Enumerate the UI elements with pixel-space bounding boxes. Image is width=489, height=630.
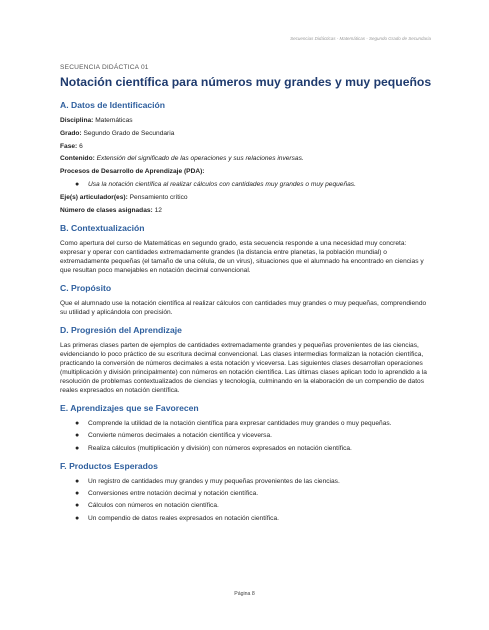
field-eje xyxy=(60,193,432,202)
section-f-list xyxy=(60,477,432,523)
list-item xyxy=(60,514,432,523)
list-item xyxy=(60,489,432,498)
list-item xyxy=(60,431,432,440)
bullet-icon: ● xyxy=(75,489,80,497)
bullet-icon: ● xyxy=(75,514,80,522)
field-clases xyxy=(60,206,432,215)
field-contenido xyxy=(60,154,432,163)
list-item-text: Usa la notación científica al realizar cálculos con cantidades muy grandes o muy pequeñas. xyxy=(88,180,356,188)
field-fase-label: Fase: xyxy=(60,142,78,150)
bullet-icon: ● xyxy=(75,502,80,510)
field-disciplina-label: Disciplina: xyxy=(60,117,94,124)
bullet-icon: ● xyxy=(75,432,80,440)
field-fase xyxy=(60,142,432,151)
list-item-text: Comprende la utilidad de la notación científica para expresar cantidades muy grandes o muy pequeñas. xyxy=(88,419,392,427)
section-e-heading: E. Aprendizajes que se Favorecen xyxy=(60,402,199,413)
list-item-text: Realiza cálculos (multiplicación y división) con números expresados en notación científica. xyxy=(88,444,352,452)
field-contenido-label: Contenido: xyxy=(60,155,95,163)
section-a-heading: A. Datos de Identificación xyxy=(60,100,166,110)
sequence-kicker: SECUENCIA DIDÁCTICA 01 xyxy=(60,64,149,71)
bullet-icon: ● xyxy=(75,444,80,452)
section-e-list xyxy=(60,419,432,453)
bullet-icon: ● xyxy=(75,180,80,188)
section-c-text: Que el alumnado use la notación científica al realizar cálculos con cantidades muy grandes o muy pequeñas, comprendiendo su utilidad y aplicándola con precisión. xyxy=(60,299,427,316)
list-item-text: Un registro de cantidades muy grandes y muy pequeñas provenientes de las ciencias. xyxy=(88,477,340,485)
bullet-icon: ● xyxy=(75,419,80,427)
list-item xyxy=(60,501,432,510)
section-b-heading: B. Contextualización xyxy=(60,222,145,233)
bullet-icon: ● xyxy=(75,477,80,485)
field-disciplina xyxy=(60,116,432,125)
page-number: Página 8 xyxy=(234,591,255,597)
field-clases-label: Número de clases asignadas: xyxy=(60,206,153,214)
list-item xyxy=(60,180,432,189)
field-eje-value: Pensamiento crítico xyxy=(129,193,188,201)
field-disciplina-value: Matemáticas xyxy=(95,117,133,124)
list-item-text: Un compendio de datos reales expresados en notación científica. xyxy=(88,514,279,522)
field-clases-value: 12 xyxy=(154,206,162,214)
field-pda xyxy=(60,167,432,176)
section-c-heading: C. Propósito xyxy=(60,282,112,293)
section-f-heading: F. Productos Esperados xyxy=(60,460,158,471)
page-content xyxy=(60,64,432,527)
section-d-heading: D. Progresión del Aprendizaje xyxy=(60,324,182,335)
list-item-text: Convierte números decimales a notación científica y viceversa. xyxy=(88,432,272,440)
field-grado-value: Segundo Grado de Secundaria xyxy=(83,129,175,137)
list-item-text: Conversiones entre notación decimal y notación científica. xyxy=(88,489,259,497)
field-pda-label: Procesos de Desarrollo de Aprendizaje (PDA): xyxy=(60,168,205,176)
section-d-text: Las primeras clases parten de ejemplos de cantidades extremadamente grandes y pequeñas provenientes de las ciencias, evidenciando lo poco práctico de su escritura decimal convencional. Las clases intermedias formalizan la notación científica, practicando la conversión de números decimales a esta notación y viceversa. Las siguientes clases desarrollan operaciones (multiplicación y división principalmente) con números en notación científica. Las últimas clases aplican todo lo aprendido a la resolución de problemas contextualizados de ciencias y tecnología, culminando en la elaboración de un compendio de datos reales expresados en notación científica. xyxy=(60,341,427,394)
running-header: Secuencias Didácticas - Matemáticas - Segundo Grado de Secundaria xyxy=(290,36,431,41)
list-item-text: Cálculos con números en notación científica. xyxy=(88,502,219,510)
section-b-text: Como apertura del curso de Matemáticas en segundo grado, esta secuencia responde a una necesidad muy concreta: expresar y operar con cantidades extremadamente grandes (la distancia entre planetas, la población mundial) o extremadamente pequeñas (el tamaño de una célula, de un virus), situaciones que el alumnado ha encontrado en ciencias y que resultan poco manejables en notación decimal convencional. xyxy=(60,239,424,274)
list-item xyxy=(60,419,432,428)
field-grado xyxy=(60,129,432,138)
list-item xyxy=(60,444,432,453)
list-item xyxy=(60,477,432,486)
field-eje-label: Eje(s) articulador(es): xyxy=(60,193,128,201)
field-fase-value: 6 xyxy=(79,142,83,150)
field-grado-label: Grado: xyxy=(60,129,82,137)
page-title: Notación científica para números muy grandes y muy pequeños xyxy=(60,75,432,89)
field-contenido-value: Extensión del significado de las operaciones y sus relaciones inversas. xyxy=(96,155,304,163)
pda-list xyxy=(60,180,432,189)
